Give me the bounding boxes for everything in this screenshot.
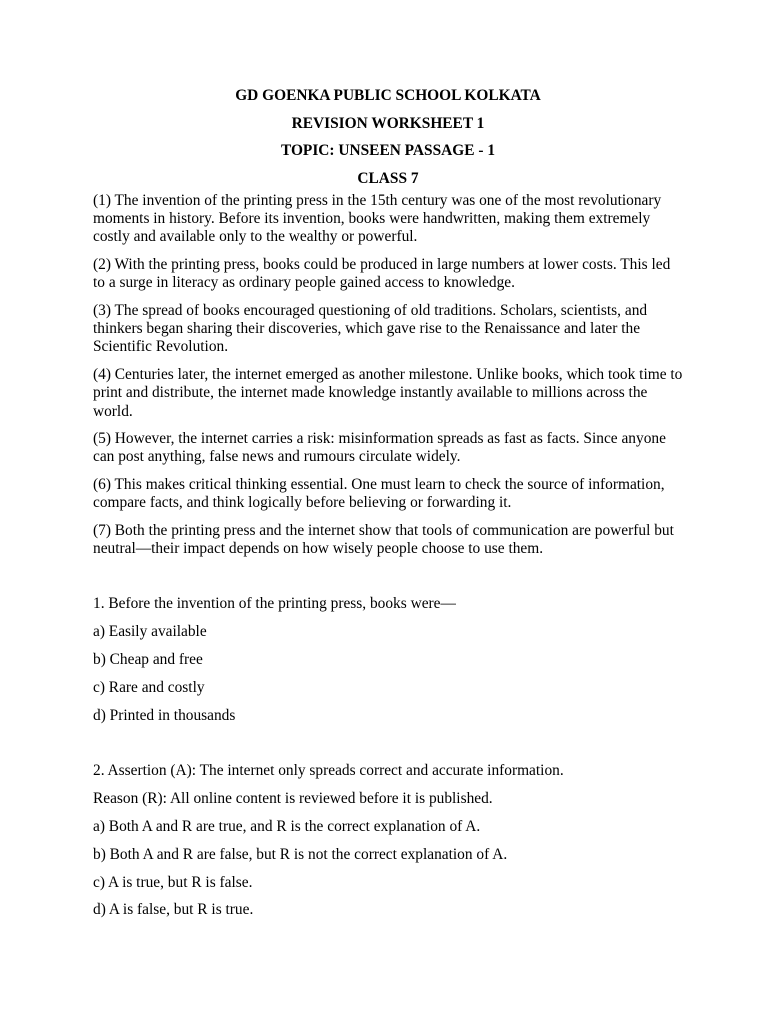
passage <box>93 192 683 559</box>
question-2-option-a: a) Both A and R are true, and R is the correct explanation of A. <box>93 817 481 835</box>
question-2-option-b: b) Both A and R are false, but R is not the correct explanation of A. <box>93 845 508 863</box>
question-1-option-b: b) Cheap and free <box>93 651 203 668</box>
question-1-option-d: d) Printed in thousands <box>93 706 236 724</box>
question-2-option-d: d) A is false, but R is true. <box>93 901 254 919</box>
question-1 <box>93 595 683 725</box>
passage-paragraph-5: (5) However, the internet carries a risk: misinformation spreads as fast as facts. Since anyone can post anything, false news and rumours circulate widely. <box>93 429 666 466</box>
passage-paragraph-2: (2) With the printing press, books could be produced in large numbers at lower costs. This led to a surge in literacy as ordinary people gained access to knowledge. <box>93 255 671 292</box>
question-2-assertion: 2. Assertion (A): The internet only spreads correct and accurate information. <box>93 762 564 780</box>
school-name: GD GOENKA PUBLIC SCHOOL KOLKATA <box>235 87 541 104</box>
spacer <box>93 567 683 595</box>
question-2 <box>93 762 683 919</box>
passage-paragraph-4: (4) Centuries later, the internet emerged as another milestone. Unlike books, which took time to print and distribute, the internet made knowledge instantly available to millions across the world. <box>93 365 683 420</box>
worksheet-title: REVISION WORKSHEET 1 <box>291 114 485 132</box>
passage-paragraph-3: (3) The spread of books encouraged questioning of old traditions. Scholars, scientists, and thinkers began sharing their discoveries, which gave rise to the Renaissance and later the Scientific Revolution. <box>93 301 648 356</box>
class-title: CLASS 7 <box>357 169 419 187</box>
question-2-reason: Reason (R): All online content is reviewed before it is published. <box>93 790 493 808</box>
passage-paragraph-6: (6) This makes critical thinking essential. One must learn to check the source of information, compare facts, and think logically before believing or forwarding it. <box>93 475 665 512</box>
passage-paragraph-7: (7) Both the printing press and the internet show that tools of communication are powerful but neutral—their impact depends on how wisely people choose to use them. <box>93 521 674 557</box>
passage-paragraph-1: (1) The invention of the printing press in the 15th century was one of the most revolutionary moments in history. Before its invention, books were handwritten, making them extremely costly and available only to the wealthy or powerful. <box>93 191 662 246</box>
topic-title: TOPIC: UNSEEN PASSAGE - 1 <box>280 142 496 159</box>
question-1-option-a: a) Easily available <box>93 623 207 641</box>
question-1-stem: 1. Before the invention of the printing press, books were— <box>93 595 456 613</box>
question-2-option-c: c) A is true, but R is false. <box>93 873 253 891</box>
worksheet-page <box>93 87 683 929</box>
spacer <box>93 734 683 762</box>
question-1-option-c: c) Rare and costly <box>93 678 205 696</box>
